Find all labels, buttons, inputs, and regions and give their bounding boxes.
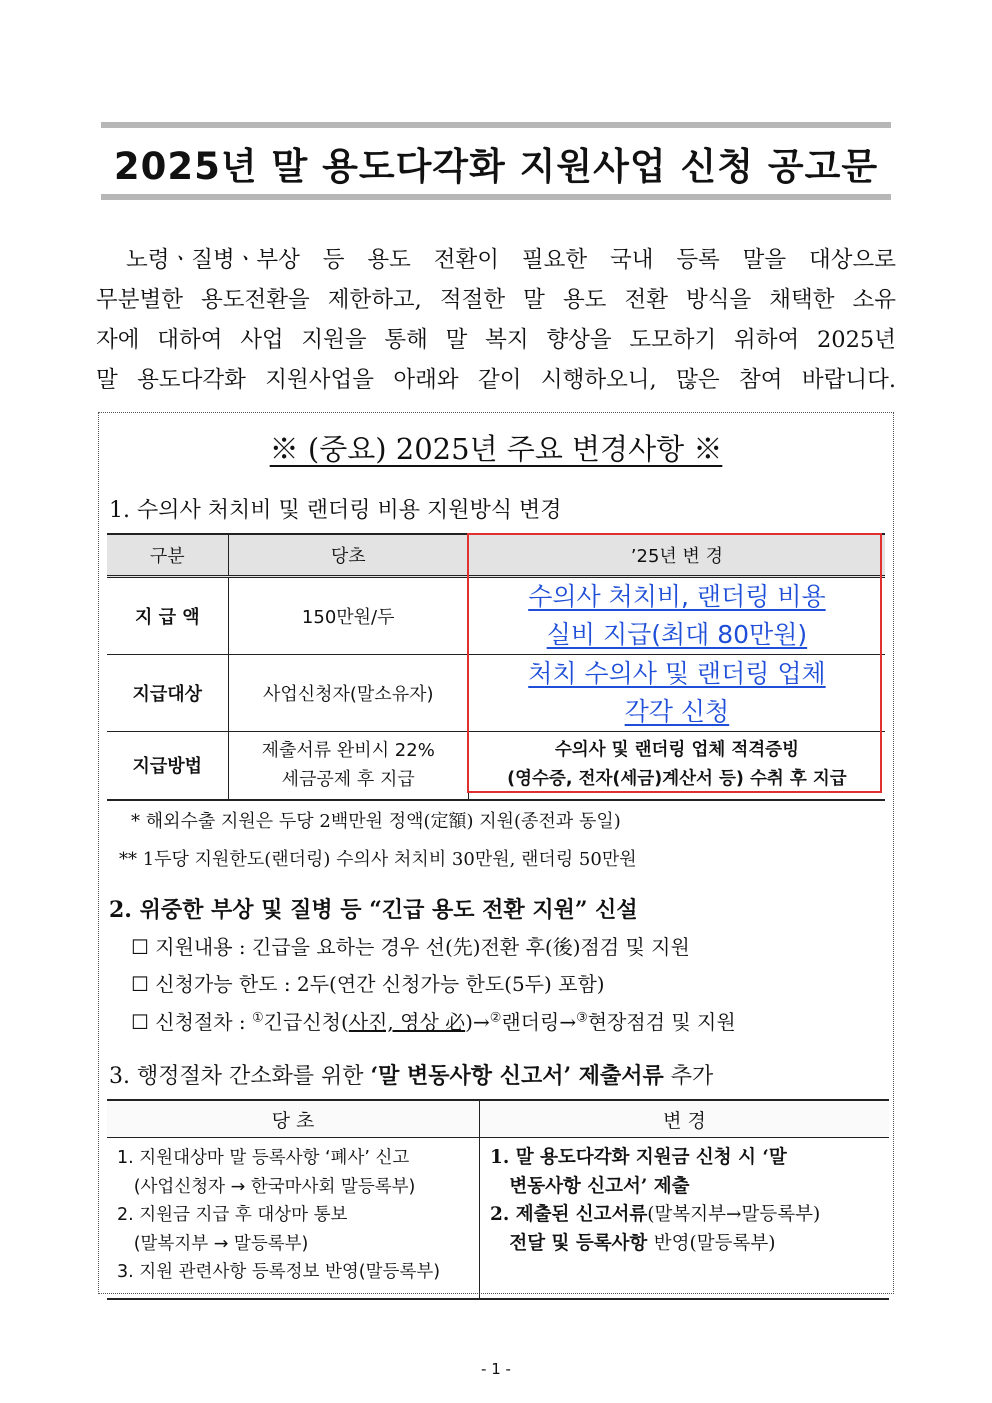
row-label: 지급방법 bbox=[107, 732, 228, 800]
title-rule-bottom bbox=[101, 194, 891, 200]
note-export: * 해외수출 지원은 두당 2백만원 정액(定額) 지원(종전과 동일) bbox=[131, 811, 621, 832]
row-before: 제출서류 완비시 22% 세금공제 후 지급 bbox=[228, 732, 468, 800]
table-row bbox=[107, 655, 885, 732]
intro-line: 무분별한 용도전환을 제한하고, 적절한 말 용도 전환 방식을 채택한 소유 bbox=[96, 287, 896, 313]
checklist-item: ☐ 지원내용 : 긴급을 요하는 경우 선(先)전환 후(後)점검 및 지원 bbox=[131, 935, 690, 959]
before-cell: 1. 지원대상마 말 등록사항 ‘폐사’ 신고 (사업신청자 → 한국마사회 말등록부) 2. 지원금 지급 후 대상마 통보 (말복지부 → 말등록부) 3. 지원 관련사항 등록정보 반영(말등록부) bbox=[107, 1138, 480, 1300]
row-after: 수의사 처치비, 랜더링 비용 실비 지급(최대 80만원) bbox=[468, 577, 885, 655]
checklist-item: ☐ 신청가능 한도 : 2두(연간 신청가능 한도(5두) 포함) bbox=[131, 972, 605, 996]
title-rule-top bbox=[101, 122, 891, 128]
changes-box bbox=[98, 412, 894, 1294]
row-before: 사업신청자(말소유자) bbox=[228, 655, 468, 732]
section1-table bbox=[107, 533, 885, 801]
table-row bbox=[107, 1138, 889, 1300]
intro-line: 자에 대하여 사업 지원을 통해 말 복지 향상을 도모하기 위하여 2025년 bbox=[96, 327, 896, 353]
intro-paragraph bbox=[96, 240, 896, 400]
row-after: 수의사 및 랜더링 업체 적격증빙 (영수증, 전자(세금)계산서 등) 수취 후 지급 bbox=[468, 732, 885, 800]
section2-heading: 2. 위중한 부상 및 질병 등 “긴급 용도 전환 지원” 신설 bbox=[109, 897, 638, 923]
table-header-row bbox=[107, 534, 885, 577]
note-limit: ** 1두당 지원한도(랜더링) 수의사 처치비 30만원, 랜더링 50만원 bbox=[119, 849, 637, 870]
row-after: 처치 수의사 및 랜더링 업체 각각 신청 bbox=[468, 655, 885, 732]
row-label: 지급대상 bbox=[107, 655, 228, 732]
page-number: - 1 - bbox=[481, 1360, 511, 1378]
header-after: 변 경 bbox=[480, 1100, 890, 1138]
title-block bbox=[101, 122, 891, 200]
header-before: 당 초 bbox=[107, 1100, 480, 1138]
changes-box-title: ※ (중요) 2025년 주요 변경사항 ※ bbox=[269, 432, 723, 466]
header-after: ’25년 변 경 bbox=[468, 534, 885, 577]
page-title: 2025년 말 용도다각화 지원사업 신청 공고문 bbox=[113, 145, 879, 188]
after-cell: 1. 말 용도다각화 지원금 신청 시 ‘말 변동사항 신고서’ 제출 2. 제출된 신고서류(말복지부→말등록부) 전달 및 등록사항 반영(말등록부) bbox=[480, 1138, 890, 1300]
intro-line: 노령ㆍ질병ㆍ부상 등 용도 전환이 필요한 국내 등록 말을 대상으로 bbox=[126, 247, 896, 273]
checklist-item-procedure: ☐ 신청절차 : ①긴급신청(사진, 영상 必)→②랜더링→③현장점검 및 지원 bbox=[131, 1010, 736, 1034]
table-row bbox=[107, 732, 885, 800]
row-before: 150만원/두 bbox=[228, 577, 468, 655]
table-row bbox=[107, 577, 885, 655]
section3-heading: 3. 행정절차 간소화를 위한 ‘말 변동사항 신고서’ 제출서류 추가 bbox=[109, 1063, 714, 1089]
table-header-row bbox=[107, 1100, 889, 1138]
section1-heading: 1. 수의사 처치비 및 랜더링 비용 지원방식 변경 bbox=[109, 498, 562, 523]
section3-table bbox=[107, 1099, 889, 1300]
row-label: 지 급 액 bbox=[107, 577, 228, 655]
intro-line: 말 용도다각화 지원사업을 아래와 같이 시행하오니, 많은 참여 바랍니다. bbox=[96, 367, 896, 393]
header-before: 당초 bbox=[228, 534, 468, 577]
header-category: 구분 bbox=[107, 534, 228, 577]
